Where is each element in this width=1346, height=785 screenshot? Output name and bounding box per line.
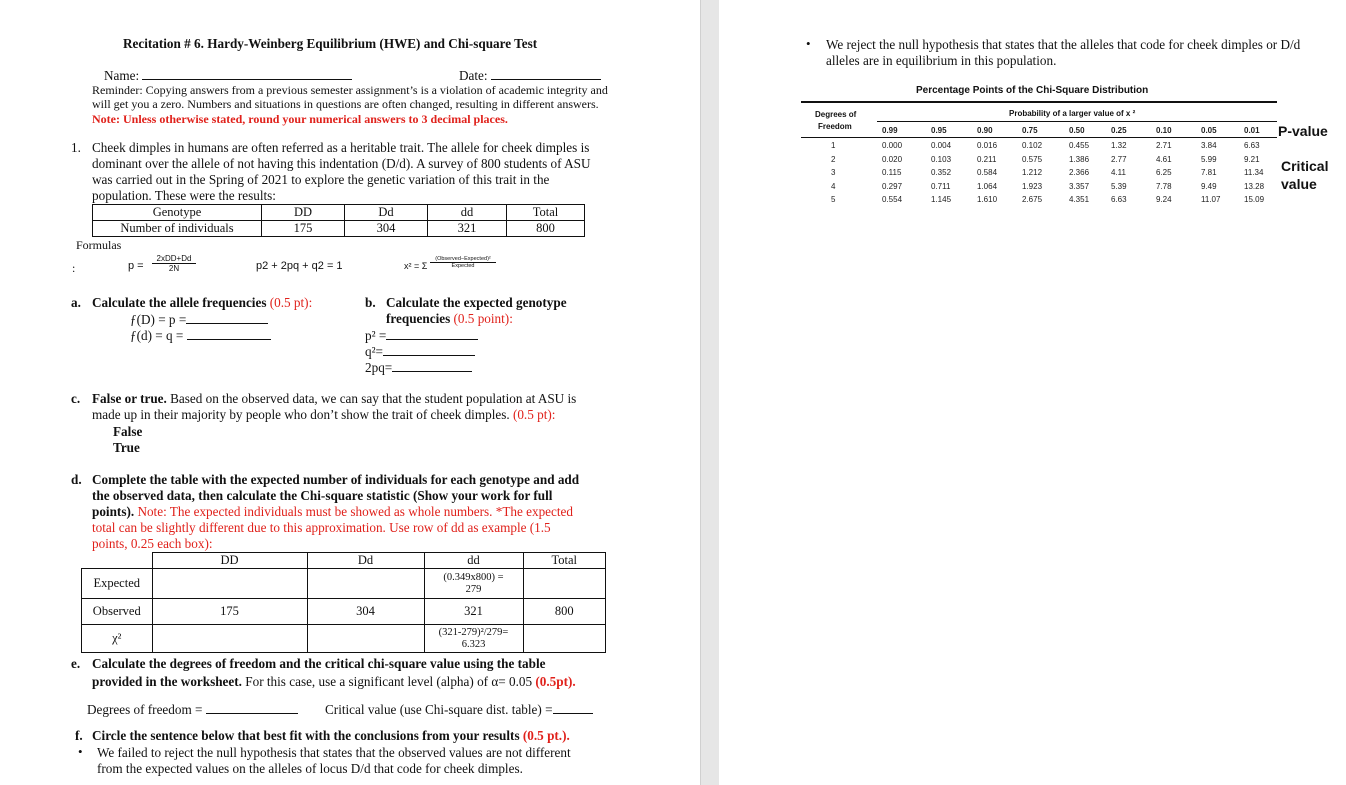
qf-title: Circle the sentence below that best fit with the conclusions from your results (0.5 pt.). [92,728,570,743]
chi-critical-value: 6.25 [1156,168,1172,177]
qb-label: b. [365,295,376,310]
obs-header-dd-lower: dd [428,205,507,221]
qe-text-2: provided in the worksheet. For this case, use a significant level (alpha) of α= 0.05 (0.5pt). [92,674,576,689]
obs-header-dd-upper: DD [262,205,345,221]
chi-critical-value: 0.211 [977,154,997,164]
qb-title-2: frequencies (0.5 point): [386,311,513,326]
chi-critical-value: 0.016 [977,141,998,150]
observed-dd-cell: 321 [424,599,523,625]
expected-total-cell[interactable] [523,569,606,599]
chi-critical-value: 15.09 [1244,195,1265,204]
qd-text-1: Complete the table with the expected number of individuals for each genotype and add [92,472,580,487]
qa-fd: ƒ(d) = q = [130,327,271,344]
observed-table-row [93,221,585,237]
reminder-line-2: will get you a zero. Numbers and situations in questions are often changed, resulting in different answers. [92,97,599,111]
chi-prob-header: 0.90 [977,126,993,135]
chi-critical-value: 9.21 [1244,154,1260,164]
observed-DD-cell: 175 [152,599,307,625]
chi-dd-cell [424,625,523,653]
chi-critical-value: 0.115 [882,168,902,177]
observed-row-label: Observed [82,599,153,625]
qc-text-2: made up in their majority by people who don’t show the trait of cheek dimples. (0.5 pt): [92,407,556,422]
observed-table-header [93,205,585,221]
chi-critical-value: 0.575 [1022,154,1043,164]
expected-dd-cell [424,569,523,599]
qc-text-1: False or true. Based on the observed data, we can say that the student population at ASU is [92,391,577,406]
chi-dd-calc: (321-279)²/279= [438,626,509,638]
chi-critical-value: 11.34 [1244,168,1264,177]
chi-critical-value: 9.24 [1156,195,1172,204]
expected-row [82,569,606,599]
observed-Dd-cell: 304 [307,599,424,625]
p-value-label: P-value [1278,123,1328,139]
qe-critical-value: Critical value (use Chi-square dist. table) = [325,701,593,718]
critical-label-2: value [1281,176,1317,192]
chi-prob-label: Probability of a larger value of x ² [1009,109,1136,118]
q1-text-1: Cheek dimples in humans are often referred as a heritable trait. The allele for cheek dimples is [92,140,590,155]
chi-critical-value: 1.064 [977,181,998,191]
qe-label: e. [71,656,81,671]
q1-text-4: population. These were the results: [92,188,276,203]
obs-value-Dd: 304 [345,221,428,237]
qd-text-4: total can be slightly different due to this approximation. Use row of dd as example (1.5 [92,520,551,535]
obs-value-total: 800 [507,221,585,237]
qe-degrees-of-freedom: Degrees of freedom = [87,701,298,718]
chi-critical-value: 0.102 [1022,141,1043,150]
chi-df-value: 5 [831,195,836,204]
chi-critical-value: 0.584 [977,168,998,177]
qc-option-false[interactable]: False [113,424,143,439]
reminder-line-1: Reminder: Copying answers from a previous semester assignment’s is a violation of academic integrity and [92,83,608,97]
chi-df-value: 4 [831,181,836,191]
bullet-icon: • [806,36,811,51]
q1-text-2: dominant over the allele of not having this indentation (D/d). A survey of 800 students of ASU [92,156,591,171]
chi-critical-value: 2.366 [1069,168,1090,177]
expected-Dd-cell[interactable] [307,569,424,599]
chi-header-rule [801,137,1277,138]
chi-critical-value: 7.81 [1201,168,1217,177]
chi-prob-header: 0.01 [1244,126,1260,135]
name-label: Name: [104,67,352,84]
chi-critical-value: 11.07 [1201,195,1221,204]
qf-option-2-line-1[interactable]: We reject the null hypothesis that states that the alleles that code for cheek dimples or D/d [826,37,1301,52]
page-title: Recitation # 6. Hardy-Weinberg Equilibrium (HWE) and Chi-square Test [123,36,538,51]
chi-prob-header: 0.99 [882,126,898,135]
chi-critical-value: 5.39 [1111,181,1127,191]
obs-value-DD: 175 [262,221,345,237]
chi-critical-value: 13.28 [1244,181,1265,191]
date-label: Date: [459,67,601,84]
chi-df-value: 2 [831,154,836,164]
chi-critical-value: 1.610 [977,195,998,204]
expected-table [81,552,606,653]
qf-option-2-line-2[interactable]: alleles are in equilibrium in this population. [826,53,1057,68]
chi-df-label-2: Freedom [818,122,852,131]
chi-df-value: 3 [831,168,836,177]
chi-table-title: Percentage Points of the Chi-Square Distribution [916,85,1149,96]
chi-critical-value: 3.357 [1069,181,1090,191]
chi-critical-value: 0.004 [931,141,952,150]
chi-critical-value: 0.000 [882,141,903,150]
chi-row [82,625,606,653]
chi-df-value: 1 [831,141,836,150]
obs-header-genotype: Genotype [93,205,262,221]
chi-critical-value: 1.212 [1022,168,1043,177]
worksheet-page-2 [719,0,1346,785]
chi-critical-value: 1.923 [1022,181,1043,191]
bullet-icon: • [78,744,83,759]
q1-text-3: was carried out in the Spring of 2021 to explore the genetic variation of this trait in the [92,172,550,187]
chi-critical-value: 3.84 [1201,141,1217,150]
chi-critical-value: 4.11 [1111,168,1126,177]
observed-row [82,599,606,625]
expected-dd-value: 279 [465,583,482,595]
exp-header-DD: DD [152,553,307,569]
expected-row-label: Expected [82,569,153,599]
formula-hwe: p2 + 2pq + q2 = 1 [256,260,343,272]
chi-critical-value: 1.32 [1111,141,1127,150]
chi-critical-value: 0.711 [931,181,951,191]
obs-value-dd: 321 [428,221,507,237]
chi-prob-header: 0.50 [1069,126,1085,135]
observed-total-cell: 800 [523,599,606,625]
obs-row-label: Number of individuals [93,221,262,237]
chi-prob-header: 0.75 [1022,126,1038,135]
qa-fD: ƒ(D) = p = [130,311,268,328]
chi-total-cell[interactable] [523,625,606,653]
obs-header-dd-het: Dd [345,205,428,221]
qa-title: Calculate the allele frequencies (0.5 pt): [92,295,313,310]
chi-prob-rule [877,121,1277,122]
chi-critical-value: 0.554 [882,195,903,204]
qf-label: f. [75,728,83,743]
formula-chi-lhs: x² = Σ [404,261,428,271]
chi-critical-value: 0.103 [931,154,952,164]
formula-p-denominator: 2N [168,264,180,273]
exp-header-dd: dd [424,553,523,569]
formulas-colon: : [72,261,76,275]
chi-critical-value: 1.145 [931,195,952,204]
formula-p-numerator: 2xDD+Dd [152,254,196,264]
expected-dd-calc: (0.349x800) = [443,571,504,583]
chi-row-label: χ² [82,625,153,653]
chi-prob-header: 0.10 [1156,126,1172,135]
chi-prob-header: 0.95 [931,126,947,135]
formula-p-fraction [152,254,196,273]
chi-critical-value: 2.77 [1111,154,1127,164]
qd-text-5: points, 0.25 each box): [92,536,213,551]
expected-table-header [82,553,606,569]
chi-table-top-rule [801,101,1277,103]
expected-DD-cell[interactable] [152,569,307,599]
chi-critical-value: 7.78 [1156,181,1172,191]
chi-df-label-1: Degrees of [815,110,857,119]
chi-critical-value: 0.352 [931,168,952,177]
chi-critical-value: 0.455 [1069,141,1090,150]
exp-header-total: Total [523,553,606,569]
qb-title-1: Calculate the expected genotype [386,295,567,310]
chi-critical-value: 5.99 [1201,154,1217,164]
critical-label-1: Critical [1281,158,1329,174]
formula-chi-fraction [430,256,496,269]
qc-option-true[interactable]: True [113,440,140,455]
chi-critical-value: 4.351 [1069,195,1090,204]
qd-text-2: the observed data, then calculate the Chi-square statistic (Show your work for full [92,488,553,503]
chi-critical-value: 0.297 [882,181,903,191]
exp-header-blank [82,553,153,569]
observed-table [92,204,585,237]
qd-text-3: points). Note: The expected individuals must be showed as whole numbers. *The expected [92,504,573,519]
chi-Dd-cell[interactable] [307,625,424,653]
q1-number: 1. [71,140,81,155]
chi-DD-cell[interactable] [152,625,307,653]
chi-critical-value: 2.71 [1156,141,1172,150]
qe-text-1: Calculate the degrees of freedom and the critical chi-square value using the table [92,656,546,671]
chi-dd-value: 6.323 [461,638,486,650]
qf-option-1-line-1[interactable]: We failed to reject the null hypothesis that states that the observed values are not different [97,745,571,760]
qb-p2: p² = [365,327,478,344]
chi-critical-value: 0.020 [882,154,903,164]
formula-chi-numerator: (Observed−Expected)² [430,256,496,263]
obs-header-total: Total [507,205,585,221]
chi-critical-value: 9.49 [1201,181,1217,191]
qd-label: d. [71,472,82,487]
qb-2pq: 2pq= [365,359,472,376]
formulas-label: Formulas [76,238,122,252]
qc-label: c. [71,391,81,406]
chi-prob-header: 0.05 [1201,126,1217,135]
exp-header-Dd: Dd [307,553,424,569]
chi-critical-value: 1.386 [1069,154,1090,164]
formula-p-lhs: p = [128,260,144,272]
chi-critical-value: 6.63 [1244,141,1260,150]
chi-critical-value: 2.675 [1022,195,1043,204]
chi-prob-header: 0.25 [1111,126,1127,135]
formula-chi-denominator: Expected [451,263,475,269]
qb-q2: q²= [365,343,475,360]
page-separator [700,0,720,785]
rounding-note: Note: Unless otherwise stated, round your numerical answers to 3 decimal places. [92,112,508,126]
chi-critical-value: 6.63 [1111,195,1127,204]
qa-label: a. [71,295,81,310]
qf-option-1-line-2[interactable]: from the expected values on the alleles of locus D/d that code for cheek dimples. [97,761,523,776]
chi-critical-value: 4.61 [1156,154,1172,164]
